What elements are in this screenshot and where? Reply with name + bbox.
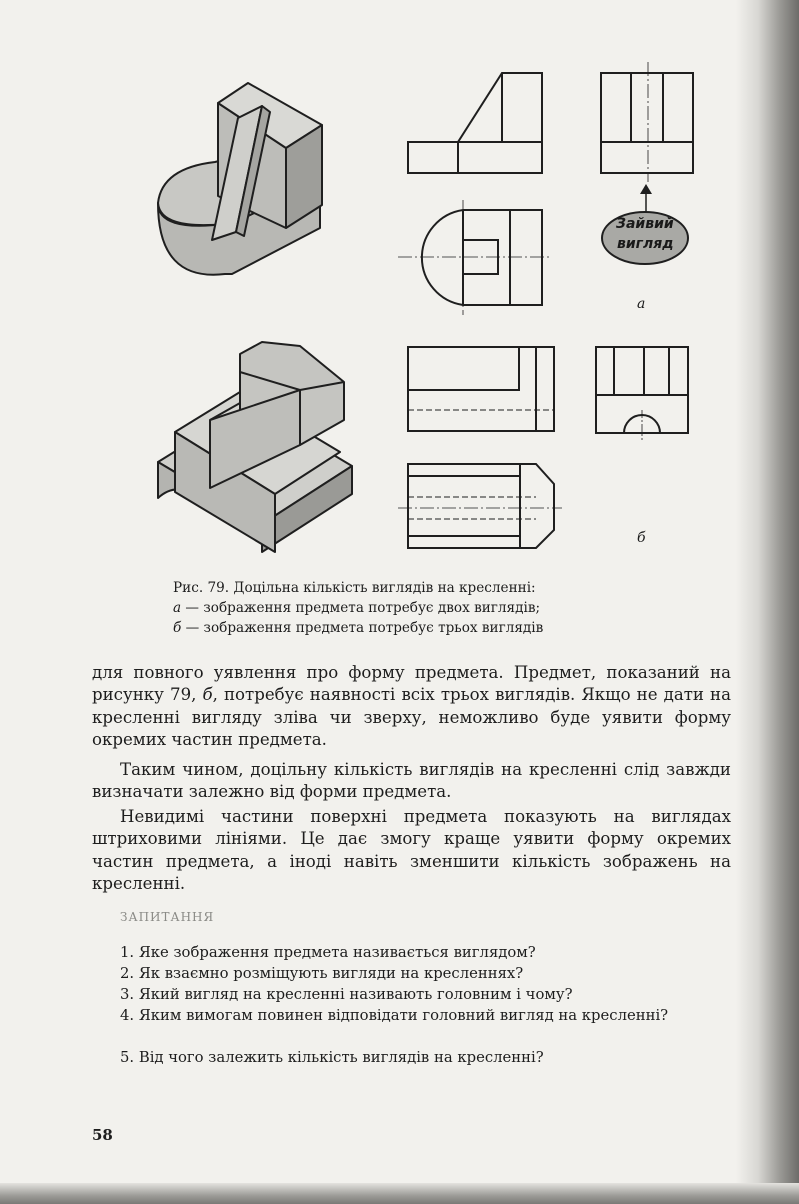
caption-text-a: — зображення предмета потребує двох виглядів; [181, 600, 541, 616]
paragraph-1-part2: , потребує наявності всіх трьох виглядів. Якщо не дати на кресленні вигляду зліва чи зверху, неможливо буде уявити форму окремих частин предмета. [92, 685, 732, 750]
caption-text-b: — зображення предмета потребує трьох виглядів [181, 620, 544, 636]
figure-label-a: а [637, 296, 646, 312]
question-text: 3. Який вигляд на кресленні називають головним і чому? [120, 986, 573, 1003]
question-text: 1. Яке зображення предмета називається виглядом? [120, 944, 536, 961]
question-text: 2. Як взаємно розміщують вигляди на кресленнях? [120, 965, 524, 982]
paragraph-1 [92, 662, 731, 752]
question-text: 5. Від чого залежить кількість виглядів на кресленні? [120, 1049, 544, 1066]
figure-caption-line3 [173, 618, 543, 638]
paragraph-1-part1: для повного уявлення про форму предмета. Предмет, показаний на рисунку 79, [92, 663, 731, 705]
questions-heading: ЗАПИТАННЯ [120, 910, 215, 924]
bubble-text-line1: Зайвий [616, 216, 674, 232]
question-3 [92, 984, 732, 1005]
figure-79 [0, 0, 799, 600]
object-a-isometric [158, 83, 322, 275]
page-bottom-shadow [0, 1183, 799, 1204]
question-1 [92, 942, 732, 963]
bubble-text-line2: вигляд [617, 236, 674, 252]
caption-letter-a: а [173, 600, 182, 616]
question-5 [92, 1047, 732, 1068]
figure-caption-line1: Рис. 79. Доцільна кількість виглядів на кресленні: [173, 580, 536, 596]
question-4 [92, 1005, 732, 1026]
views-a [398, 62, 693, 315]
paragraph-1-letter: б [202, 685, 213, 705]
question-2 [92, 963, 732, 984]
paragraph-3 [92, 806, 731, 896]
figure-label-b: б [637, 530, 646, 546]
paragraph-2 [92, 759, 731, 804]
page-number: 58 [92, 1126, 113, 1144]
object-b-isometric [158, 342, 352, 552]
paragraph-3-text: Невидимі частини поверхні предмета показують на виглядах штриховими лініями. Це дає змогу краще уявити форму окремих частин предмета, а іноді навіть зменшити кількість зображень на кресленні. [92, 807, 731, 894]
caption-letter-b: б [173, 620, 182, 636]
question-text: 4. Яким вимогам повинен відповідати головний вигляд на кресленні? [120, 1007, 669, 1024]
views-b [398, 347, 688, 548]
paragraph-2-text: Таким чином, доцільну кількість виглядів на кресленні слід завжди визначати залежно від форми предмета. [92, 760, 731, 802]
figure-caption-line2 [173, 598, 540, 618]
